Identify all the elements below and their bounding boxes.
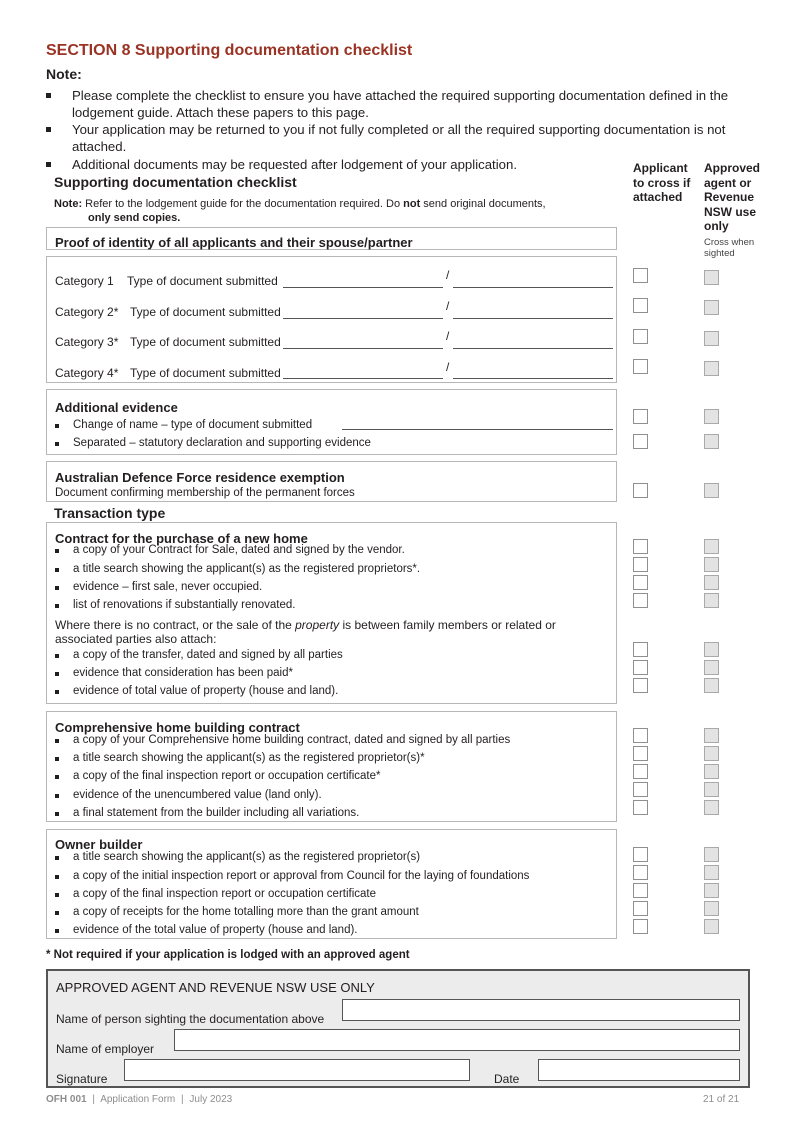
approved-checkbox[interactable] bbox=[704, 434, 719, 449]
bullet-marker bbox=[55, 875, 59, 879]
checklist-heading: Supporting documentation checklist bbox=[54, 174, 297, 190]
document-number-field[interactable] bbox=[453, 348, 613, 349]
contract-paragraph bbox=[55, 618, 556, 632]
form-code: OFH 001 bbox=[46, 1094, 87, 1105]
document-type-field[interactable] bbox=[283, 287, 443, 288]
applicant-checkbox[interactable] bbox=[633, 847, 648, 862]
signature-label: Signature bbox=[56, 1072, 108, 1086]
bullet-marker bbox=[55, 568, 59, 572]
applicant-checkbox[interactable] bbox=[633, 268, 648, 283]
bullet-marker bbox=[55, 424, 59, 428]
footer-separator: | bbox=[181, 1094, 184, 1105]
applicant-column-header bbox=[633, 161, 690, 205]
note-label: Note: bbox=[46, 66, 82, 82]
note-bullet-text: Additional documents may be requested after lodgement of your application. bbox=[72, 157, 517, 172]
list-item-text: evidence that consideration has been paid* bbox=[73, 667, 293, 679]
slash: / bbox=[446, 299, 450, 313]
document-type-field[interactable] bbox=[283, 318, 443, 319]
bullet-marker bbox=[46, 162, 51, 167]
applicant-checkbox[interactable] bbox=[633, 800, 648, 815]
transaction-type-heading: Transaction type bbox=[54, 505, 166, 521]
bullet-marker bbox=[55, 929, 59, 933]
change-of-name-field[interactable] bbox=[342, 429, 613, 430]
approved-checkbox[interactable] bbox=[704, 409, 719, 424]
list-item-text: a copy of your Contract for Sale, dated and signed by the vendor. bbox=[73, 544, 405, 556]
applicant-checkbox[interactable] bbox=[633, 642, 648, 657]
list-item-text: a copy of receipts for the home totalling more than the grant amount bbox=[73, 906, 419, 918]
owner-builder-heading: Owner builder bbox=[55, 837, 143, 852]
document-number-field[interactable] bbox=[453, 287, 613, 288]
applicant-checkbox[interactable] bbox=[633, 575, 648, 590]
approved-checkbox[interactable] bbox=[704, 865, 719, 880]
note-line: sighted bbox=[704, 248, 735, 259]
header-line: to cross if bbox=[633, 175, 691, 190]
approved-checkbox[interactable] bbox=[704, 728, 719, 743]
bullet-marker bbox=[55, 856, 59, 860]
list-item-text: a copy of your Comprehensive home building contract, dated and signed by all parties bbox=[73, 734, 511, 746]
approved-checkbox[interactable] bbox=[704, 901, 719, 916]
applicant-checkbox[interactable] bbox=[633, 593, 648, 608]
form-name: Application Form bbox=[100, 1094, 176, 1105]
footer-separator: | bbox=[92, 1094, 95, 1105]
bullet-marker bbox=[55, 604, 59, 608]
approved-checkbox[interactable] bbox=[704, 270, 719, 285]
paragraph-text: is between family members or related or bbox=[339, 618, 556, 632]
document-type-label: Type of document submitted bbox=[127, 274, 278, 288]
header-line: agent or bbox=[704, 175, 752, 190]
adf-text: Document confirming membership of the permanent forces bbox=[55, 487, 355, 499]
approved-checkbox[interactable] bbox=[704, 782, 719, 797]
applicant-checkbox[interactable] bbox=[633, 359, 648, 374]
approved-checkbox[interactable] bbox=[704, 746, 719, 761]
applicant-checkbox[interactable] bbox=[633, 865, 648, 880]
bullet-marker bbox=[55, 893, 59, 897]
checklist-note bbox=[54, 198, 546, 210]
list-item-text: Change of name – type of document submitted bbox=[73, 419, 313, 431]
applicant-checkbox[interactable] bbox=[633, 728, 648, 743]
bullet-marker bbox=[55, 775, 59, 779]
name-sighting-label: Name of person sighting the documentation above bbox=[56, 1012, 325, 1026]
approved-checkbox[interactable] bbox=[704, 800, 719, 815]
header-line: Revenue bbox=[704, 190, 755, 204]
list-item-text: a final statement from the builder including all variations. bbox=[73, 807, 360, 819]
comprehensive-heading: Comprehensive home building contract bbox=[55, 720, 300, 735]
list-item-text: list of renovations if substantially renovated. bbox=[73, 599, 296, 611]
bullet-marker bbox=[55, 442, 59, 446]
list-item-text: a title search showing the applicant(s) as the registered proprietor(s)* bbox=[73, 752, 425, 764]
contract-paragraph-line2: associated parties also attach: bbox=[55, 632, 217, 646]
bullet-marker bbox=[46, 127, 51, 132]
header-line: Approved bbox=[704, 161, 761, 175]
slash: / bbox=[446, 268, 450, 282]
list-item-text: evidence of total value of property (house and land). bbox=[73, 685, 339, 697]
header-line: only bbox=[704, 219, 729, 233]
note-bullet bbox=[46, 156, 626, 173]
bullet-marker bbox=[55, 672, 59, 676]
note-bullet-text: Your application may be returned to you if not fully completed or all the required supporting documentation is not attached. bbox=[72, 122, 726, 154]
identity-heading: Proof of identity of all applicants and their spouse/partner bbox=[55, 235, 413, 250]
applicant-checkbox[interactable] bbox=[633, 782, 648, 797]
note-bullet-text: Please complete the checklist to ensure you have attached the required supporting documentation defined in the lodgement guide. Attach these papers to this page. bbox=[72, 88, 729, 120]
document-type-label: Type of document submitted bbox=[130, 366, 281, 380]
applicant-checkbox[interactable] bbox=[633, 434, 648, 449]
footnote: * Not required if your application is lodged with an approved agent bbox=[46, 949, 410, 961]
employer-field[interactable] bbox=[174, 1029, 740, 1051]
bullet-marker bbox=[55, 549, 59, 553]
approved-column-header bbox=[704, 161, 760, 234]
header-line: attached bbox=[633, 190, 683, 204]
category-label: Category 2* bbox=[55, 305, 119, 319]
slash: / bbox=[446, 360, 450, 374]
list-item-text: a copy of the final inspection report or occupation certificate* bbox=[73, 770, 381, 782]
bullet-marker bbox=[46, 93, 51, 98]
section-title: SECTION 8 Supporting documentation checklist bbox=[46, 42, 413, 59]
document-type-label: Type of document submitted bbox=[130, 335, 281, 349]
employer-label: Name of employer bbox=[56, 1042, 155, 1056]
checklist-note-line2: only send copies. bbox=[88, 212, 181, 224]
category-label: Category 1 bbox=[55, 274, 114, 288]
list-item-text: Separated – statutory declaration and supporting evidence bbox=[73, 437, 371, 449]
list-item-text: evidence of the unencumbered value (land only). bbox=[73, 789, 322, 801]
list-item-text: a copy of the transfer, dated and signed by all parties bbox=[73, 649, 343, 661]
note-text: Refer to the lodgement guide for the documentation required. Do bbox=[82, 198, 404, 210]
note-emphasis: not bbox=[403, 198, 421, 210]
header-line: Applicant bbox=[633, 161, 688, 175]
applicant-checkbox[interactable] bbox=[633, 883, 648, 898]
note-line: Cross when bbox=[704, 237, 755, 248]
comprehensive-contract-box bbox=[46, 711, 617, 822]
category-label: Category 4* bbox=[55, 366, 119, 380]
additional-evidence-box bbox=[46, 389, 617, 455]
approved-checkbox[interactable] bbox=[704, 883, 719, 898]
date-field[interactable] bbox=[538, 1059, 740, 1081]
additional-evidence-heading: Additional evidence bbox=[55, 400, 178, 415]
approved-checkbox[interactable] bbox=[704, 557, 719, 572]
signature-field[interactable] bbox=[124, 1059, 470, 1081]
identity-categories-box bbox=[46, 256, 617, 383]
approved-checkbox[interactable] bbox=[704, 764, 719, 779]
contract-purchase-box bbox=[46, 522, 617, 704]
applicant-checkbox[interactable] bbox=[633, 901, 648, 916]
list-item-text: evidence of the total value of property (house and land). bbox=[73, 924, 358, 936]
list-item-text: a copy of the initial inspection report or approval from Council for the laying of foundations bbox=[73, 870, 530, 882]
slash: / bbox=[446, 329, 450, 343]
document-number-field[interactable] bbox=[453, 318, 613, 319]
approved-agent-panel bbox=[46, 969, 750, 1088]
bullet-marker bbox=[55, 654, 59, 658]
applicant-checkbox[interactable] bbox=[633, 746, 648, 761]
category-label: Category 3* bbox=[55, 335, 119, 349]
note-label: Note: bbox=[54, 198, 83, 210]
date-label: Date bbox=[494, 1072, 520, 1086]
applicant-checkbox[interactable] bbox=[633, 919, 648, 934]
approved-checkbox[interactable] bbox=[704, 847, 719, 862]
footer-left bbox=[46, 1094, 232, 1105]
bullet-marker bbox=[55, 757, 59, 761]
bullet-marker bbox=[55, 812, 59, 816]
approved-checkbox[interactable] bbox=[704, 660, 719, 675]
approved-checkbox[interactable] bbox=[704, 919, 719, 934]
approved-checkbox[interactable] bbox=[704, 593, 719, 608]
approved-checkbox[interactable] bbox=[704, 642, 719, 657]
applicant-checkbox[interactable] bbox=[633, 539, 648, 554]
contract-heading: Contract for the purchase of a new home bbox=[55, 531, 308, 546]
adf-heading: Australian Defence Force residence exemption bbox=[55, 470, 345, 485]
header-line: NSW use bbox=[704, 204, 757, 219]
note-bullet bbox=[46, 121, 766, 155]
applicant-checkbox[interactable] bbox=[633, 660, 648, 675]
applicant-checkbox[interactable] bbox=[633, 409, 648, 424]
applicant-checkbox[interactable] bbox=[633, 329, 648, 344]
note-bullet bbox=[46, 87, 766, 121]
applicant-checkbox[interactable] bbox=[633, 483, 648, 498]
approved-checkbox[interactable] bbox=[704, 361, 719, 376]
list-item-text: evidence – first sale, never occupied. bbox=[73, 581, 263, 593]
adf-exemption-box bbox=[46, 461, 617, 502]
applicant-checkbox[interactable] bbox=[633, 764, 648, 779]
bullet-marker bbox=[55, 794, 59, 798]
document-type-field[interactable] bbox=[283, 378, 443, 379]
applicant-checkbox[interactable] bbox=[633, 557, 648, 572]
note-text: send original documents, bbox=[420, 198, 546, 210]
cross-when-sighted-note bbox=[704, 237, 754, 259]
approved-checkbox[interactable] bbox=[704, 300, 719, 315]
paragraph-text: Where there is no contract, or the sale of the bbox=[55, 618, 296, 632]
form-date: July 2023 bbox=[189, 1094, 233, 1105]
bullet-marker bbox=[55, 739, 59, 743]
approved-checkbox[interactable] bbox=[704, 331, 719, 346]
approved-checkbox[interactable] bbox=[704, 483, 719, 498]
document-number-field[interactable] bbox=[453, 378, 613, 379]
list-item-text: a title search showing the applicant(s) as the registered proprietors*. bbox=[73, 563, 421, 575]
list-item-text: a title search showing the applicant(s) as the registered proprietor(s) bbox=[73, 851, 421, 863]
approved-checkbox[interactable] bbox=[704, 575, 719, 590]
approved-agent-heading: APPROVED AGENT AND REVENUE NSW USE ONLY bbox=[56, 980, 375, 995]
document-type-label: Type of document submitted bbox=[130, 305, 281, 319]
identity-heading-box bbox=[46, 227, 617, 250]
approved-checkbox[interactable] bbox=[704, 539, 719, 554]
bullet-marker bbox=[55, 586, 59, 590]
paragraph-emphasis: property bbox=[295, 618, 340, 632]
approved-checkbox[interactable] bbox=[704, 678, 719, 693]
applicant-checkbox[interactable] bbox=[633, 678, 648, 693]
bullet-marker bbox=[55, 911, 59, 915]
bullet-marker bbox=[55, 690, 59, 694]
owner-builder-box bbox=[46, 829, 617, 939]
name-sighting-field[interactable] bbox=[342, 999, 740, 1021]
applicant-checkbox[interactable] bbox=[633, 298, 648, 313]
page-number: 21 of 21 bbox=[703, 1094, 740, 1105]
list-item-text: a copy of the final inspection report or occupation certificate bbox=[73, 888, 377, 900]
document-type-field[interactable] bbox=[283, 348, 443, 349]
